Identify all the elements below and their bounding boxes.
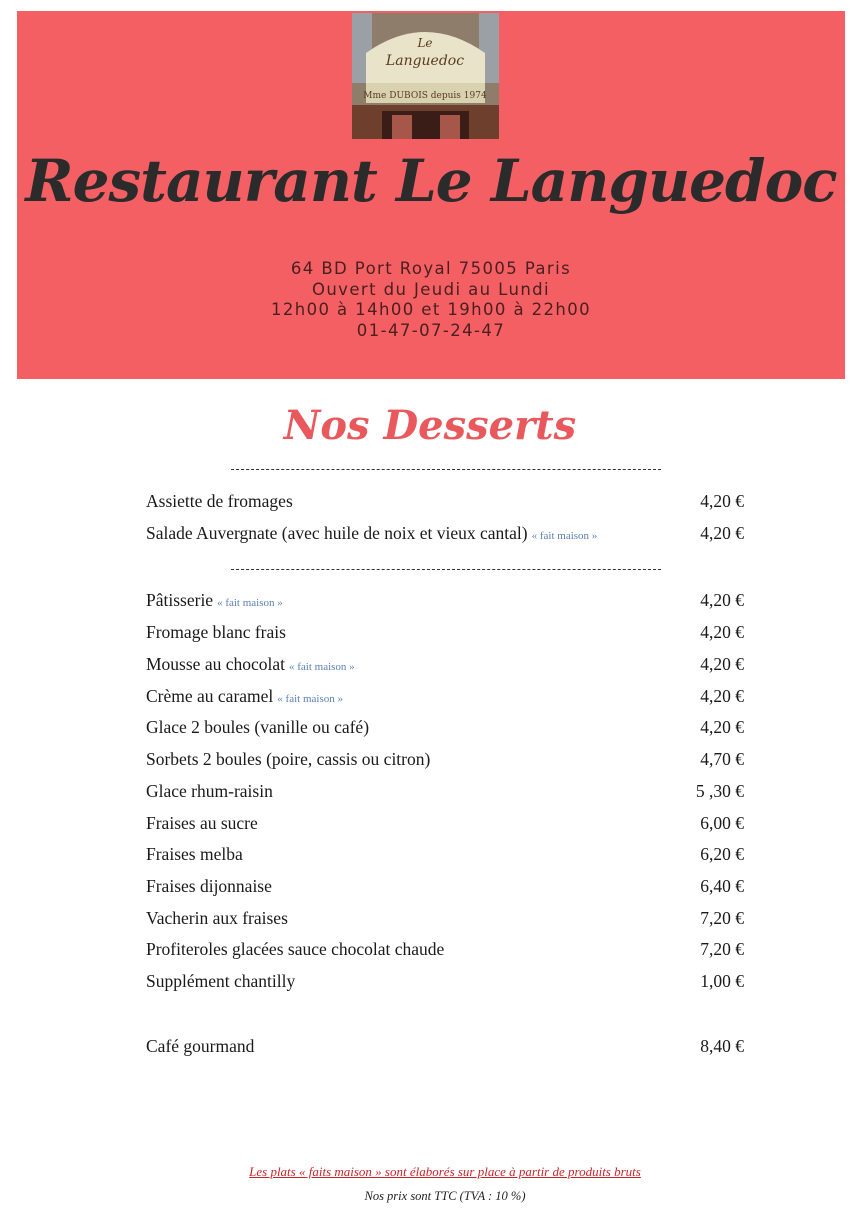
item-price: 4,70 €: [700, 749, 744, 769]
item-name: Mousse au chocolat « fait maison »: [146, 654, 355, 674]
menu-item: [146, 586, 744, 614]
item-price: 6,00 €: [700, 813, 744, 833]
hours-text: 12h00 à 14h00 et 19h00 à 22h00: [270, 300, 592, 319]
item-name: Fraises au sucre: [146, 813, 258, 833]
homemade-badge: « fait maison »: [531, 530, 598, 542]
sign-line-1: Le: [417, 36, 433, 50]
item-name: Glace rhum-raisin: [146, 781, 273, 801]
divider: [231, 569, 661, 570]
section-title: Nos Desserts: [283, 402, 577, 449]
sign-line-3: Mme DUBOIS depuis 1974: [363, 91, 487, 101]
address-text: 64 BD Port Royal 75005 Paris: [290, 259, 572, 278]
item-price: 5 ,30 €: [695, 781, 744, 801]
item-name: Salade Auvergnate (avec huile de noix et vieux cantal) « fait maison »: [146, 523, 598, 543]
menu-item: [146, 840, 744, 868]
item-name: Café gourmand: [146, 1036, 255, 1056]
item-price: 1,00 €: [700, 971, 744, 991]
restaurant-name: Restaurant Le Languedoc: [25, 147, 837, 215]
item-name: Profiteroles glacées sauce chocolat chaude: [146, 939, 445, 959]
item-name: Fraises melba: [146, 844, 243, 864]
menu-item: [146, 745, 744, 773]
item-price: 4,20 €: [700, 686, 744, 706]
item-name: Vacherin aux fraises: [146, 908, 288, 928]
sign-line-2: Languedoc: [385, 53, 465, 69]
item-name: Glace 2 boules (vanille ou café): [146, 717, 370, 737]
item-name: Sorbets 2 boules (poire, cassis ou citron): [146, 749, 431, 769]
contact-info: [17, 259, 845, 341]
menu-item: [146, 777, 744, 805]
item-price: 6,40 €: [700, 876, 744, 896]
item-name: Fraises dijonnaise: [146, 876, 272, 896]
header-banner: [17, 11, 845, 379]
item-name: Pâtisserie « fait maison »: [146, 590, 283, 610]
item-price: 4,20 €: [700, 717, 744, 737]
item-name: Assiette de fromages: [146, 491, 293, 511]
menu-item: [146, 1032, 744, 1060]
menu-item: [146, 809, 744, 837]
item-price: 8,40 €: [700, 1036, 744, 1056]
menu-item: [146, 682, 744, 710]
item-price: 4,20 €: [700, 523, 744, 543]
menu-item: [146, 618, 744, 646]
item-price: 7,20 €: [700, 939, 744, 959]
divider: [231, 469, 661, 470]
phone-text: 01-47-07-24-47: [356, 320, 506, 340]
menu-item: [146, 935, 744, 963]
menu-item: [146, 904, 744, 932]
menu-item: [146, 650, 744, 678]
menu-item: [146, 713, 744, 741]
item-price: 4,20 €: [700, 622, 744, 642]
menu-item: [146, 487, 744, 515]
tax-note: Nos prix sont TTC (TVA : 10 %): [364, 1189, 526, 1203]
menu-item: [146, 519, 744, 547]
item-name: Supplément chantilly: [146, 971, 296, 991]
item-price: 4,20 €: [700, 491, 744, 511]
item-price: 6,20 €: [700, 844, 744, 864]
item-price: 4,20 €: [700, 654, 744, 674]
item-name: Crème au caramel « fait maison »: [146, 686, 343, 706]
menu-item: [146, 872, 744, 900]
homemade-note: Les plats « faits maison » sont élaborés sur place à partir de produits bruts: [249, 1164, 641, 1179]
homemade-badge: « fait maison »: [217, 597, 283, 609]
homemade-badge: « fait maison »: [277, 693, 343, 705]
item-price: 7,20 €: [700, 908, 744, 928]
item-price: 4,20 €: [700, 590, 744, 610]
item-name: Fromage blanc frais: [146, 622, 286, 642]
homemade-badge: « fait maison »: [289, 661, 355, 673]
menu-item: [146, 967, 744, 995]
restaurant-photo: [352, 13, 499, 139]
opening-days-text: Ouvert du Jeudi au Lundi: [311, 279, 551, 299]
